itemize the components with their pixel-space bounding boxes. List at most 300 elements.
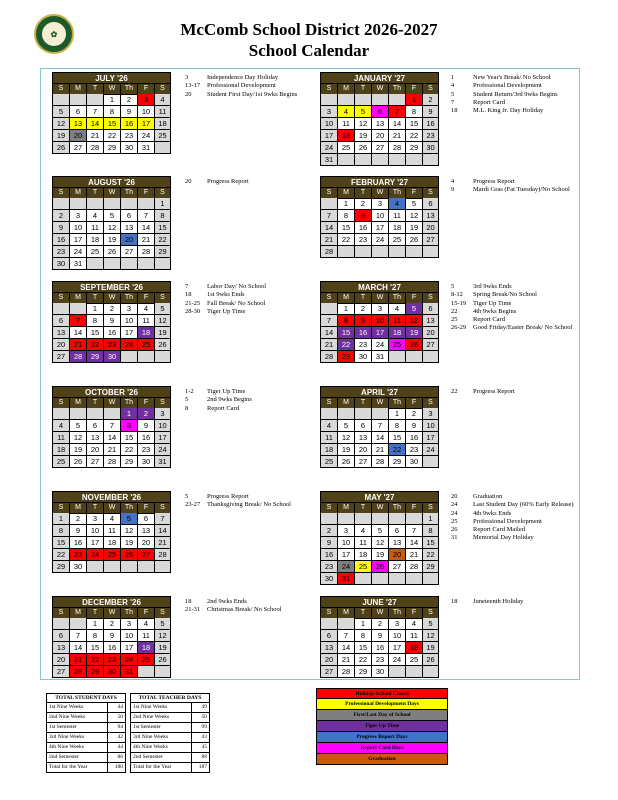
event-note [451,74,558,82]
weekday-label: Th [388,188,405,199]
day-cell: 4 [137,303,154,315]
empty-cell [154,351,171,363]
day-cell: 3 [320,106,337,118]
day-cell: 27 [69,142,86,154]
event-date: 5 [451,90,455,98]
day-cell: 3 [371,198,388,210]
day-cell: 7 [137,210,154,222]
month-notes [185,178,249,186]
day-cell: 3 [388,618,405,630]
period-label: 3rd Nine Weeks [47,733,108,743]
empty-cell [354,513,371,525]
day-cell: 13 [52,327,69,339]
empty-cell [422,666,439,678]
day-cell: 9 [422,106,439,118]
weekday-label: F [405,398,422,409]
day-cell: 11 [86,222,103,234]
day-cell: 8 [337,210,354,222]
day-cell: 21 [320,234,337,246]
day-cell: 2 [52,210,69,222]
day-cell: 21 [69,654,86,666]
day-cell: 4 [388,303,405,315]
day-grid [52,408,171,468]
weekday-label: S [422,503,439,514]
day-cell: 21 [154,537,171,549]
day-cell: 6 [120,210,137,222]
event-text: Report Card [207,404,239,412]
day-cell: 6 [371,106,388,118]
day-cell: 18 [137,327,154,339]
weekday-label: F [137,293,154,304]
day-cell: 21 [388,130,405,142]
day-grid [320,94,439,166]
month-notes [185,283,266,316]
day-cell: 10 [371,315,388,327]
district-title: McComb School District 2026-2027 [180,20,438,39]
day-cell: 16 [103,327,120,339]
month-notes [451,283,572,333]
day-grid [52,303,171,363]
day-cell: 30 [354,351,371,363]
day-cell: 11 [103,525,120,537]
event-text: Professional Development [207,82,276,90]
month-calendar [52,491,171,573]
period-label: 1st Semester [47,723,108,733]
day-cell: 31 [137,142,154,154]
day-cell: 29 [354,666,371,678]
weekday-label: W [103,293,120,304]
weekday-label: S [422,84,439,95]
event-note [451,308,572,316]
day-cell: 17 [154,432,171,444]
month-notes [185,388,252,413]
day-cell: 2 [354,303,371,315]
day-cell: 20 [371,130,388,142]
weekday-label: M [69,293,86,304]
event-date: 31 [451,534,458,542]
empty-cell [422,246,439,258]
day-cell: 12 [405,210,422,222]
day-grid [320,303,439,363]
day-cell: 27 [422,234,439,246]
day-cell: 6 [86,420,103,432]
day-cell: 14 [103,432,120,444]
event-date: 21-25 [185,299,201,307]
day-cell: 30 [103,351,120,363]
day-cell: 22 [103,130,120,142]
day-cell: 14 [69,642,86,654]
empty-cell [405,666,422,678]
day-cell: 13 [422,210,439,222]
month-calendar [52,386,171,468]
day-cell: 10 [154,420,171,432]
table-row [131,743,210,753]
day-cell: 1 [422,513,439,525]
day-cell: 20 [69,130,86,142]
day-cell: 20 [320,654,337,666]
event-date: 4 [451,178,455,185]
event-note [451,99,558,107]
day-cell: 5 [337,420,354,432]
day-cell: 26 [103,246,120,258]
weekday-label: T [354,84,371,95]
day-cell: 3 [371,303,388,315]
day-cell: 23 [103,339,120,351]
day-cell: 12 [120,525,137,537]
day-cell: 23 [371,654,388,666]
day-cell: 31 [154,456,171,468]
day-cell: 1 [103,94,120,106]
day-cell: 27 [371,142,388,154]
day-cell: 2 [137,408,154,420]
day-cell: 24 [371,339,388,351]
empty-cell [405,154,422,166]
day-cell: 3 [337,525,354,537]
day-cell: 30 [405,456,422,468]
event-date: 28-30 [185,307,201,315]
day-cell: 8 [86,315,103,327]
event-note [451,510,574,518]
table-title: TOTAL STUDENT DAYS [47,694,126,703]
weekday-label: M [337,84,354,95]
event-note [451,518,574,526]
day-cell: 18 [52,444,69,456]
day-cell: 11 [137,630,154,642]
empty-cell [388,154,405,166]
weekday-label: M [69,84,86,95]
weekday-label: M [337,188,354,199]
day-cell: 27 [137,549,154,561]
event-text: 2nd 9wks Begins [207,396,252,404]
day-cell: 22 [337,234,354,246]
day-cell: 13 [52,642,69,654]
day-cell: 5 [154,303,171,315]
day-cell: 24 [154,444,171,456]
month-name: OCTOBER '26 [52,386,171,398]
empty-cell [86,198,103,210]
empty-cell [69,94,86,106]
event-note [451,526,574,534]
legend-item: Professional Development Days [316,699,448,710]
table-row [131,703,210,713]
weekday-label: F [137,398,154,409]
month-calendar [320,176,439,258]
day-cell: 7 [69,630,86,642]
empty-cell [354,94,371,106]
day-cell: 26 [354,142,371,154]
weekday-label: Th [388,293,405,304]
day-cell: 9 [354,315,371,327]
day-cell: 20 [388,549,405,561]
empty-cell [69,408,86,420]
day-cell: 2 [422,94,439,106]
day-cell: 25 [388,234,405,246]
day-cell: 11 [405,630,422,642]
event-text: Labor Day/ No School [207,283,267,290]
empty-cell [354,573,371,585]
empty-cell [388,666,405,678]
day-cell: 27 [52,666,69,678]
day-cell: 2 [371,618,388,630]
weekday-header [52,608,171,618]
event-text: 4th 9wks Begins [473,307,517,315]
event-text: 1st 9wks Ends [207,291,245,299]
weekday-label: S [52,503,69,514]
day-cell: 1 [52,513,69,525]
empty-cell [320,408,337,420]
day-cell: 2 [69,513,86,525]
day-cell: 9 [405,420,422,432]
day-cell: 18 [388,222,405,234]
empty-cell [371,94,388,106]
month-calendar [320,72,439,166]
day-cell: 26 [422,654,439,666]
day-cell: 13 [320,642,337,654]
day-count: 45 [192,743,210,753]
day-cell: 30 [422,142,439,154]
day-cell: 19 [52,130,69,142]
legend-item: Report Card Days [316,743,448,754]
event-date: 18 [185,291,192,299]
day-cell: 8 [405,106,422,118]
day-cell: 3 [86,513,103,525]
day-cell: 15 [337,222,354,234]
event-date: 20 [185,90,192,98]
empty-cell [69,198,86,210]
day-cell: 16 [320,549,337,561]
empty-cell [320,303,337,315]
event-note [185,606,282,614]
empty-cell [422,573,439,585]
legend-item: Progress Report Days [316,732,448,743]
event-note [185,388,252,396]
day-cell: 16 [120,118,137,130]
month-name: MARCH '27 [320,281,439,293]
event-date: 5 [185,396,189,404]
event-date: 9 [451,186,455,194]
day-cell: 15 [86,642,103,654]
day-count: 180 [108,763,126,773]
weekday-label: S [320,188,337,199]
day-cell: 16 [405,432,422,444]
day-cell: 21 [86,130,103,142]
day-cell: 25 [388,339,405,351]
event-note [185,308,266,316]
day-cell: 8 [337,315,354,327]
day-cell: 27 [120,246,137,258]
period-label: 2nd Nine Weeks [131,713,192,723]
day-cell: 31 [371,351,388,363]
weekday-label: M [69,608,86,619]
day-cell: 8 [422,525,439,537]
weekday-label: S [320,84,337,95]
event-text: Good Friday/Easter Break/ No School [473,324,573,332]
day-cell: 4 [337,106,354,118]
day-cell: 17 [120,642,137,654]
day-cell: 5 [354,106,371,118]
day-cell: 9 [354,210,371,222]
weekday-label: W [371,503,388,514]
day-cell: 9 [120,106,137,118]
day-cell: 24 [120,654,137,666]
weekday-label: F [405,84,422,95]
day-cell: 30 [371,666,388,678]
day-cell: 13 [120,222,137,234]
event-text: 2nd 9wks Ends [207,598,247,605]
event-text: Progress Report [207,493,249,500]
day-cell: 29 [422,561,439,573]
day-cell: 31 [120,666,137,678]
day-cell: 8 [103,106,120,118]
weekday-label: S [52,84,69,95]
day-cell: 5 [69,420,86,432]
weekday-label: M [337,293,354,304]
empty-cell [371,154,388,166]
day-cell: 31 [337,573,354,585]
day-cell: 29 [86,351,103,363]
month-notes [451,178,570,195]
table-row [47,723,126,733]
empty-cell [320,513,337,525]
event-text: Professional Development [473,517,542,525]
day-cell: 26 [405,339,422,351]
day-cell: 15 [86,327,103,339]
day-cell: 21 [137,234,154,246]
day-cell: 18 [405,642,422,654]
empty-cell [405,573,422,585]
day-cell: 24 [371,234,388,246]
table-title: TOTAL TEACHER DAYS [131,694,210,703]
day-cell: 28 [320,246,337,258]
day-cell: 9 [137,420,154,432]
day-cell: 25 [354,561,371,573]
day-cell: 25 [337,142,354,154]
day-cell: 30 [120,142,137,154]
day-cell: 10 [120,630,137,642]
day-cell: 6 [69,106,86,118]
day-cell: 16 [371,642,388,654]
weekday-label: Th [120,84,137,95]
event-date: 25 [451,316,458,324]
day-count: 49 [192,703,210,713]
day-cell: 22 [52,549,69,561]
day-cell: 17 [120,327,137,339]
day-cell: 23 [103,654,120,666]
event-date: 26-29 [451,324,467,332]
month-name: SEPTEMBER '26 [52,281,171,293]
table-row [47,703,126,713]
day-cell: 17 [86,537,103,549]
empty-cell [52,198,69,210]
weekday-label: M [337,608,354,619]
event-note [451,291,572,299]
day-cell: 13 [354,432,371,444]
day-count: 99 [192,723,210,733]
day-cell: 6 [52,630,69,642]
event-text: Fall Break/ No School [207,299,266,307]
day-count: 187 [192,763,210,773]
weekday-label: S [154,84,171,95]
day-cell: 12 [354,118,371,130]
weekday-label: S [422,293,439,304]
day-cell: 1 [154,198,171,210]
calendar-subtitle: School Calendar [248,41,370,60]
day-cell: 10 [86,525,103,537]
day-cell: 22 [120,444,137,456]
day-count: 44 [108,743,126,753]
day-cell: 26 [154,654,171,666]
weekday-label: T [86,293,103,304]
weekday-label: T [354,188,371,199]
day-cell: 5 [371,525,388,537]
day-cell: 14 [405,537,422,549]
event-note [451,283,572,291]
event-text: Last Student Day (60% Early Release) [473,501,574,509]
weekday-label: W [103,188,120,199]
empty-cell [137,351,154,363]
event-date: 22 [451,307,458,315]
day-grid [52,513,171,573]
month-calendar [320,491,439,585]
day-cell: 18 [103,537,120,549]
day-cell: 28 [337,666,354,678]
day-cell: 5 [154,618,171,630]
page-title [0,19,618,61]
month-name: MAY '27 [320,491,439,503]
day-cell: 10 [120,315,137,327]
day-count: 42 [108,733,126,743]
event-date: 25 [451,517,458,525]
day-cell: 1 [405,94,422,106]
day-cell: 28 [103,456,120,468]
day-cell: 4 [405,618,422,630]
day-cell: 23 [405,444,422,456]
day-cell: 18 [354,549,371,561]
period-label: 1st Nine Weeks [131,703,192,713]
weekday-header [320,293,439,303]
table-row [47,713,126,723]
day-cell: 21 [405,549,422,561]
day-cell: 19 [103,234,120,246]
day-cell: 14 [320,327,337,339]
day-cell: 11 [154,106,171,118]
day-cell: 12 [422,630,439,642]
weekday-label: W [103,398,120,409]
day-cell: 5 [103,210,120,222]
day-cell: 23 [137,444,154,456]
empty-cell [405,513,422,525]
period-label: Total for the Year [47,763,108,773]
event-date: 8-12 [451,291,463,299]
empty-cell [320,94,337,106]
event-date: 7 [451,98,455,106]
empty-cell [137,258,154,270]
event-text: Thanksgiving Break/ No School [207,501,291,509]
day-cell: 1 [354,618,371,630]
day-cell: 8 [388,420,405,432]
day-cell: 7 [388,106,405,118]
day-cell: 19 [405,327,422,339]
day-cell: 12 [337,432,354,444]
event-note [185,598,282,606]
day-cell: 18 [86,234,103,246]
day-cell: 2 [354,198,371,210]
day-cell: 24 [422,444,439,456]
event-text: Tiger Up Time [207,307,246,315]
day-cell: 8 [120,420,137,432]
day-cell: 16 [422,118,439,130]
day-cell: 7 [154,513,171,525]
